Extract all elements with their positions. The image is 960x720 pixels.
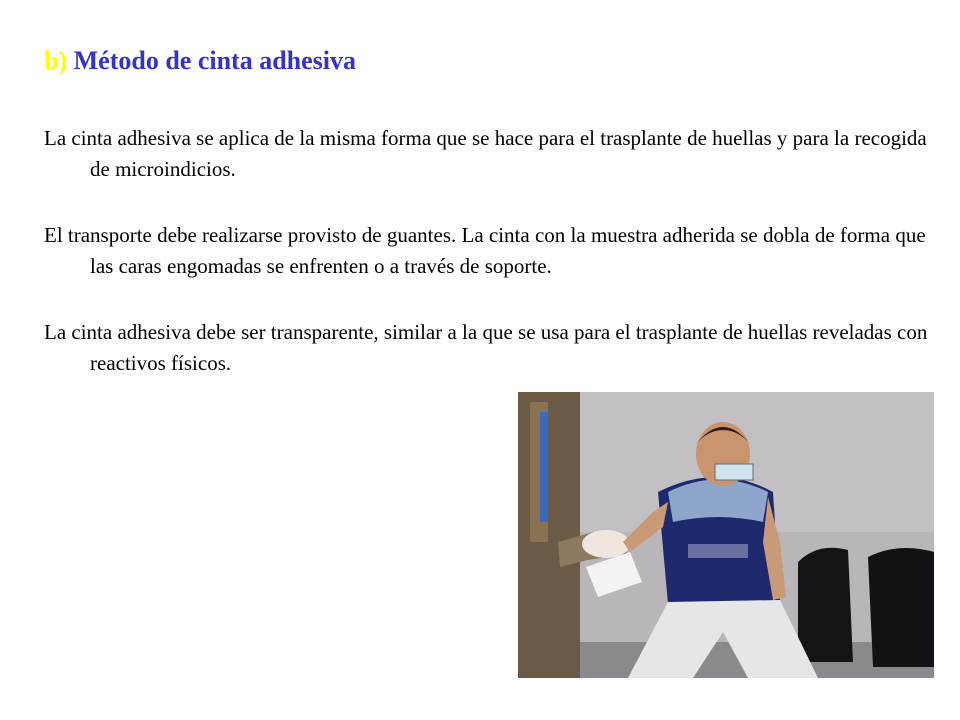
paragraph-3: La cinta adhesiva debe ser transparente, similar a la que se usa para el trasplante de huellas reveladas con reactivos físicos. (44, 320, 928, 375)
photo-floor (518, 642, 934, 678)
slide-title (44, 44, 356, 78)
paragraph-2: El transporte debe realizarse provisto de guantes. La cinta con la muestra adherida se dobla de forma que las caras engomadas se enfrenten o a través de soporte. (44, 223, 926, 278)
slide-body (44, 123, 934, 414)
photo-chair (798, 548, 853, 662)
photo-chair-2 (868, 548, 934, 667)
title-text: Método de cinta adhesiva (73, 46, 357, 75)
title-prefix: b) (44, 46, 68, 75)
paragraph-1: La cinta adhesiva se aplica de la misma forma que se hace para el trasplante de huellas y para la recogida de microindicios. (44, 126, 927, 181)
photo-privacy-bar (715, 464, 753, 480)
photo-gloved-hand (582, 530, 630, 558)
evidence-photo (518, 392, 934, 678)
photo-investigator (518, 392, 580, 678)
evidence-photo-graphic (518, 392, 934, 678)
